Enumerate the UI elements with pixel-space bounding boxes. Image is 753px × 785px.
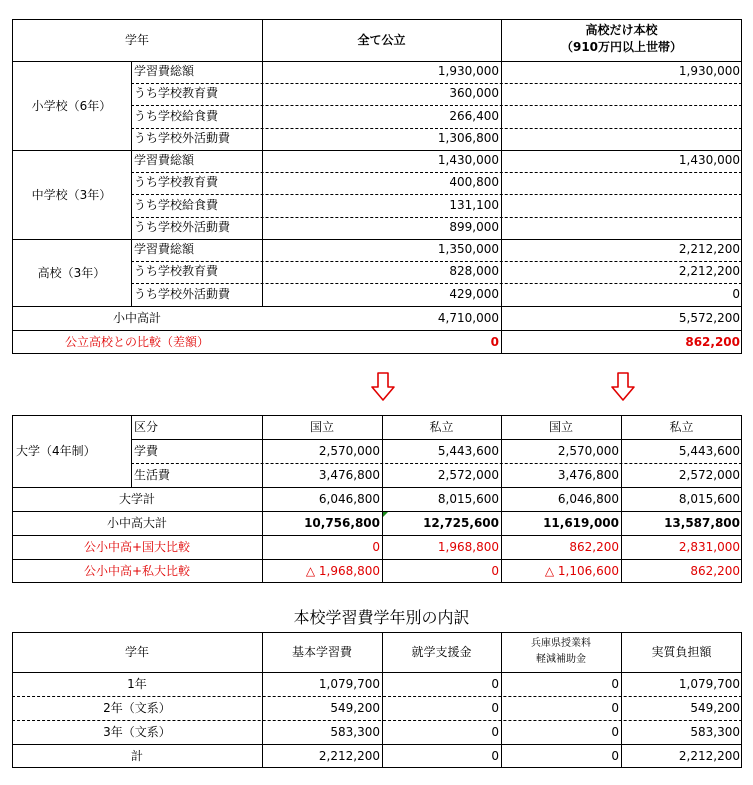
col-private: 私立	[429, 420, 454, 434]
cell-value: △ 1,968,800	[305, 564, 380, 578]
cell-value: 13,587,800	[664, 516, 740, 530]
compare-national-label: 公小中高+国大比較	[83, 540, 191, 554]
header-grade: 学年	[124, 33, 149, 47]
value-public: 1,350,000	[437, 242, 499, 256]
subtotal-private: 5,572,200	[678, 311, 740, 325]
cell-value: 12,725,600	[423, 516, 499, 530]
grand-total-label: 小中高大計	[106, 516, 167, 530]
header-grade: 学年	[124, 645, 149, 659]
row-label: うち学校教育費	[134, 175, 219, 189]
cell-value: 3,476,800	[318, 468, 380, 482]
row-label: うち学校外活動費	[134, 131, 231, 145]
value-private: 2,212,200	[678, 242, 740, 256]
cell-value: 2,572,000	[678, 468, 740, 482]
cell-value: 2,572,000	[437, 468, 499, 482]
header-actual: 実質負担額	[651, 645, 712, 659]
cell-value: 5,443,600	[437, 444, 499, 458]
row-label: 学習費総額	[134, 64, 195, 78]
row-label: 学費	[134, 444, 159, 458]
subtotal-public: 4,710,000	[437, 311, 499, 325]
cell-value: 8,015,600	[678, 492, 740, 506]
header-basic: 基本学習費	[291, 645, 352, 659]
cell-value: 0	[491, 701, 499, 715]
cell-value: 5,443,600	[678, 444, 740, 458]
cell-value: 0	[611, 749, 619, 763]
value-private: 1,430,000	[678, 153, 740, 167]
header-all-public: 全て公立	[357, 33, 406, 47]
header-support: 就学支援金	[411, 645, 472, 659]
cell-value: 1,079,700	[318, 677, 380, 691]
grade-label: 1年	[127, 677, 147, 691]
subtotal-label: 小中高計	[112, 311, 161, 325]
value-private: 2,212,200	[678, 264, 740, 278]
cell-value: 2,212,200	[318, 749, 380, 763]
cell-value: 0	[611, 677, 619, 691]
value-public: 1,930,000	[437, 64, 499, 78]
row-label: うち学校給食費	[134, 109, 219, 123]
value-public: 429,000	[449, 287, 499, 301]
cell-value: 6,046,800	[557, 492, 619, 506]
cell-value: 0	[611, 701, 619, 715]
value-public: 400,800	[449, 175, 499, 189]
value-public: 266,400	[449, 109, 499, 123]
section-high-school: 高校（3年）	[37, 266, 106, 280]
cell-value: 2,570,000	[318, 444, 380, 458]
value-private: 0	[732, 287, 740, 301]
cell-value: 1,079,700	[678, 677, 740, 691]
cell-value: 0	[491, 725, 499, 739]
cell-value: 0	[611, 725, 619, 739]
cell-value: 1,968,800	[437, 540, 499, 554]
row-label: うち学校外活動費	[134, 287, 231, 301]
value-public: 828,000	[449, 264, 499, 278]
cell-value: 2,831,000	[678, 540, 740, 554]
cell-value: 6,046,800	[318, 492, 380, 506]
value-public: 1,306,800	[437, 131, 499, 145]
cell-value: 549,200	[330, 701, 380, 715]
cell-value: 583,300	[690, 725, 740, 739]
section-elementary: 小学校（6年）	[31, 99, 112, 113]
cell-value: 2,570,000	[557, 444, 619, 458]
university-name: 大学（4年制）	[16, 444, 96, 458]
cell-value: △ 1,106,600	[544, 564, 619, 578]
diff-private: 862,200	[685, 335, 740, 349]
grade-label: 2年（文系）	[103, 701, 171, 715]
category-label: 区分	[134, 420, 159, 434]
row-label: うち学校教育費	[134, 86, 219, 100]
down-arrow-icon	[610, 372, 636, 402]
cell-value: 0	[491, 749, 499, 763]
col-national: 国立	[309, 420, 334, 434]
value-public: 1,430,000	[437, 153, 499, 167]
cell-value: 11,619,000	[543, 516, 619, 530]
header-school-private: 高校だけ本校	[585, 23, 658, 37]
section-junior-high: 中学校（3年）	[31, 188, 112, 202]
compare-private-label: 公小中高+私大比較	[83, 564, 191, 578]
header-hyogo-sub: 軽減補助金	[536, 654, 586, 665]
university-total-label: 大学計	[118, 492, 155, 506]
cell-value: 10,756,800	[304, 516, 380, 530]
grade-total-label: 計	[131, 749, 144, 763]
cell-value: 583,300	[330, 725, 380, 739]
col-private: 私立	[669, 420, 694, 434]
cell-value: 2,212,200	[678, 749, 740, 763]
diff-label: 公立高校との比較（差額）	[64, 335, 209, 349]
value-public: 360,000	[449, 86, 499, 100]
grade-label: 3年（文系）	[103, 725, 171, 739]
value-private: 1,930,000	[678, 64, 740, 78]
row-label: 学習費総額	[134, 153, 195, 167]
diff-public: 0	[490, 335, 499, 349]
down-arrow-icon	[370, 372, 396, 402]
row-label: 生活費	[134, 468, 171, 482]
breakdown-title: 本校学習費学年別の内訳	[293, 608, 470, 627]
cell-value: 8,015,600	[437, 492, 499, 506]
row-label: 学習費総額	[134, 242, 195, 256]
header-hyogo: 兵庫県授業料	[531, 638, 591, 649]
cell-value: 3,476,800	[557, 468, 619, 482]
row-label: うち学校外活動費	[134, 220, 231, 234]
cell-value: 549,200	[690, 701, 740, 715]
row-label: うち学校給食費	[134, 198, 219, 212]
cell-value: 0	[372, 540, 380, 554]
cell-value: 862,200	[690, 564, 740, 578]
value-public: 899,000	[449, 220, 499, 234]
value-public: 131,100	[449, 198, 499, 212]
cell-value: 0	[491, 564, 499, 578]
header-income-note: （910万円以上世帯）	[560, 40, 683, 54]
cell-value: 862,200	[569, 540, 619, 554]
cell-value: 0	[491, 677, 499, 691]
row-label: うち学校教育費	[134, 264, 219, 278]
col-national: 国立	[548, 420, 573, 434]
